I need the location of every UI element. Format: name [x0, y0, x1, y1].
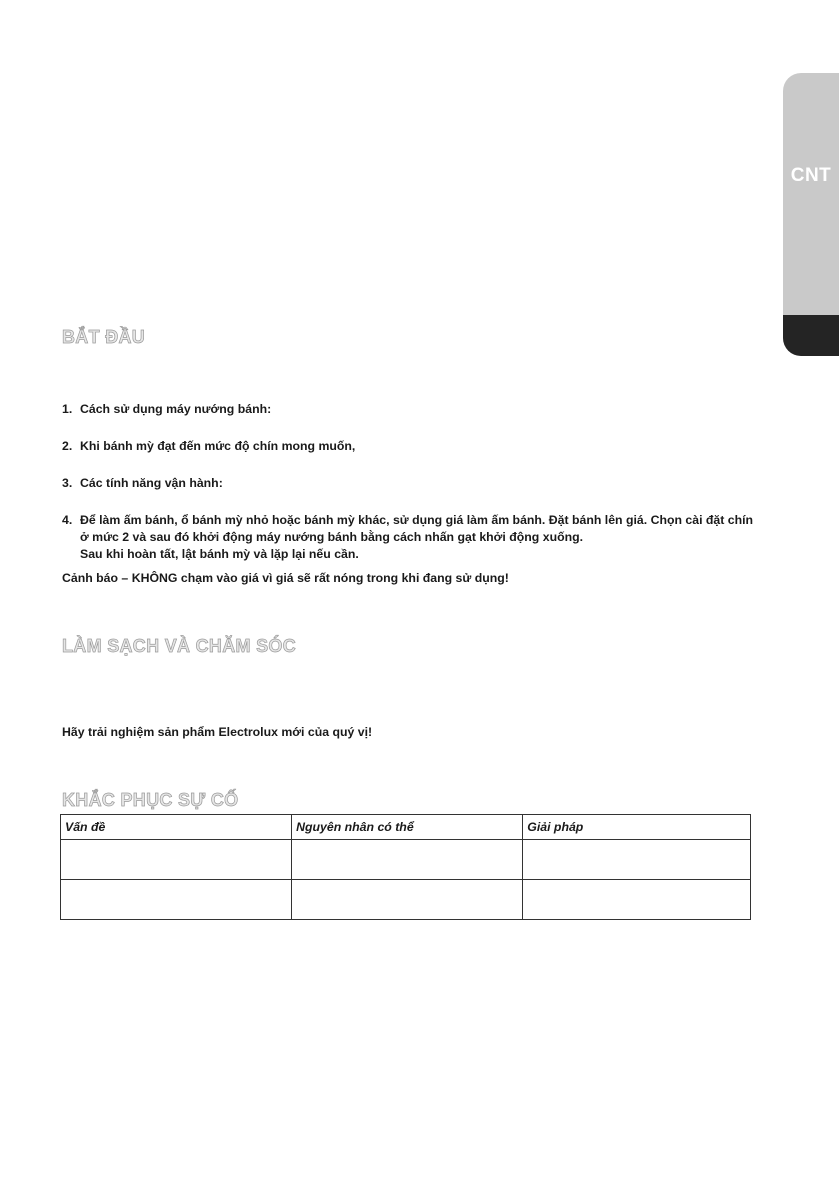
warning-text: Cảnh báo – KHÔNG chạm vào giá vì giá sẽ rất nóng trong khi đang sử dụng!: [62, 571, 509, 585]
table-cell: [292, 840, 523, 880]
table-cell: [523, 880, 751, 920]
step-text: Các tính năng vận hành:: [80, 476, 223, 490]
language-side-tab: [783, 73, 839, 356]
heading-getting-started: BẮT ĐẦU: [62, 327, 146, 347]
step-item: [62, 475, 762, 492]
table-cell: [292, 880, 523, 920]
step-item: [62, 438, 762, 455]
step-item: [62, 401, 762, 418]
table-row: [61, 840, 751, 880]
step-item: [62, 512, 762, 563]
side-tab-dark-block: [783, 315, 839, 356]
column-header-problem: Vấn đề: [61, 815, 292, 840]
troubleshooting-table: [60, 814, 751, 920]
table-header-row: [61, 815, 751, 840]
column-header-cause: Nguyên nhân có thể: [292, 815, 523, 840]
step-number: 4.: [62, 513, 73, 527]
steps-list: [62, 401, 762, 583]
table-cell: [61, 880, 292, 920]
heading-troubleshooting: KHẮC PHỤC SỰ CỐ: [62, 790, 239, 810]
tagline-text: Hãy trải nghiệm sản phẩm Electrolux mới của quý vị!: [62, 725, 373, 739]
step-text-block: [80, 512, 762, 563]
language-tab-label: CNT: [790, 165, 832, 186]
step-text: Để làm ấm bánh, ổ bánh mỳ nhỏ hoặc bánh mỳ khác, sử dụng giá làm ấm bánh. Đặt bánh lên giá. Chọn cài đặt chín ở mức 2 và sau đó khởi động máy nướng bánh bằng cách nhấn gạt khởi động xuống.: [80, 513, 754, 544]
step-text: Cách sử dụng máy nướng bánh:: [80, 402, 272, 416]
heading-cleaning-care: LÀM SẠCH VÀ CHĂM SÓC: [62, 636, 296, 656]
step-number: 3.: [62, 476, 73, 490]
table-row: [61, 880, 751, 920]
table-cell: [523, 840, 751, 880]
step-number: 2.: [62, 439, 73, 453]
step-text: Khi bánh mỳ đạt đến mức độ chín mong muốn,: [80, 439, 356, 453]
column-header-solution: Giải pháp: [523, 815, 751, 840]
step-number: 1.: [62, 402, 73, 416]
table-cell: [61, 840, 292, 880]
step-text-continuation: Sau khi hoàn tất, lật bánh mỳ và lặp lại nếu cần.: [80, 547, 359, 561]
